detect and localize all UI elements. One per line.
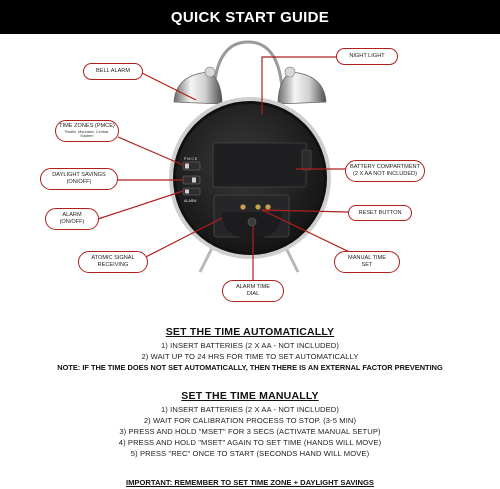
- label-atomic-signal: [78, 251, 148, 273]
- auto-step-2: 2) WAIT UP TO 24 HRS FOR TIME TO SET AUTOMATICALLY: [141, 352, 359, 361]
- daylight-savings-sub: (ON/OFF): [66, 179, 92, 185]
- auto-note: NOTE: IF THE TIME DOES NOT SET AUTOMATICALLY, THEN THERE IS AN EXTERNAL FACTOR PREVENTING: [57, 363, 443, 372]
- atomic-signal-text: ATOMIC SIGNAL: [91, 255, 135, 262]
- time-zones-sub: Pacific, Mountain, Central, Eastern: [64, 129, 110, 139]
- alarm-text: ALARM: [62, 212, 82, 219]
- manual-time-text: MANUAL TIME: [348, 255, 386, 262]
- alarm-time-sub: DIAL: [246, 291, 260, 297]
- manual-step-5: 5) PRESS "REC" ONCE TO START (SECONDS HAND WILL MOVE): [130, 449, 370, 458]
- night-light-switch: [302, 150, 311, 170]
- zone-letters: P M C E: [184, 157, 198, 161]
- reset-button: [240, 204, 246, 210]
- label-alarm: [45, 208, 99, 230]
- manual-step-3: 3) PRESS AND HOLD "MSET" FOR 3 SECS (ACTIVATE MANUAL SETUP): [119, 427, 381, 436]
- alarm-knob: [185, 190, 189, 194]
- right-leg: [286, 248, 298, 272]
- label-alarm-time: [222, 280, 284, 302]
- rec-button: [265, 204, 271, 210]
- important-section: [0, 477, 500, 488]
- important-note: IMPORTANT: REMEMBER TO SET TIME ZONE + DAYLIGHT SAVINGS: [125, 478, 374, 487]
- clock-diagram: [0, 34, 500, 298]
- dst-knob: [192, 178, 196, 183]
- manual-title: SET THE TIME MANUALLY: [181, 390, 319, 402]
- manual-step-2: 2) WAIT FOR CALIBRATION PROCESS TO STOP. (3-5 MIN): [143, 416, 357, 425]
- manual-section: [0, 390, 500, 459]
- auto-step-1: 1) INSERT BATTERIES (2 X AA - NOT INCLUDED): [160, 341, 339, 350]
- label-daylight-savings: [40, 168, 118, 190]
- mset-button: [255, 204, 261, 210]
- manual-step-1: 1) INSERT BATTERIES (2 X AA - NOT INCLUDED): [160, 405, 339, 414]
- manual-time-sub: SET: [361, 262, 373, 268]
- alarm-dial-knob: [248, 218, 256, 226]
- label-reset-button: [348, 205, 412, 221]
- auto-title: SET THE TIME AUTOMATICALLY: [165, 326, 335, 338]
- night-light-text: NIGHT LIGHT: [349, 53, 385, 59]
- label-bell-alarm: [83, 63, 143, 80]
- atomic-signal-sub: RECEIVING: [97, 262, 129, 268]
- page-title: QUICK START GUIDE: [170, 8, 330, 26]
- left-bell: [174, 72, 222, 104]
- alarm-mark: ALARM: [184, 199, 197, 203]
- battery-compartment-sub: (2 X AA NOT INCLUDED): [353, 171, 417, 177]
- manual-step-4: 4) PRESS AND HOLD "MSET" AGAIN TO SET TIME (HANDS WILL MOVE): [118, 438, 382, 447]
- bell-alarm-text: BELL ALARM: [96, 68, 130, 74]
- alarm-time-text: ALARM TIME: [235, 284, 271, 291]
- right-bell-knob: [285, 67, 295, 77]
- right-bell: [278, 72, 326, 104]
- label-battery-compartment: [345, 160, 425, 182]
- time-zones-text: TIME ZONES (PMCE): [59, 122, 115, 129]
- header-bar: [0, 0, 500, 34]
- daylight-savings-text: DAYLIGHT SAVINGS: [52, 172, 106, 179]
- clock-handle: [214, 42, 282, 88]
- battery-compartment-text: BATTERY COMPARTMENT: [349, 164, 421, 171]
- auto-section: [0, 326, 500, 373]
- left-leg: [200, 248, 212, 272]
- label-time-zones: [55, 120, 119, 142]
- time-zone-knob: [185, 164, 189, 169]
- alarm-sub: (ON/OFF): [59, 219, 85, 225]
- left-bell-knob: [205, 67, 215, 77]
- label-manual-time: [334, 251, 400, 273]
- reset-button-text: RESET BUTTON: [358, 209, 402, 216]
- dst-switch: [183, 176, 200, 184]
- battery-door: [213, 143, 306, 187]
- label-night-light: [336, 48, 398, 65]
